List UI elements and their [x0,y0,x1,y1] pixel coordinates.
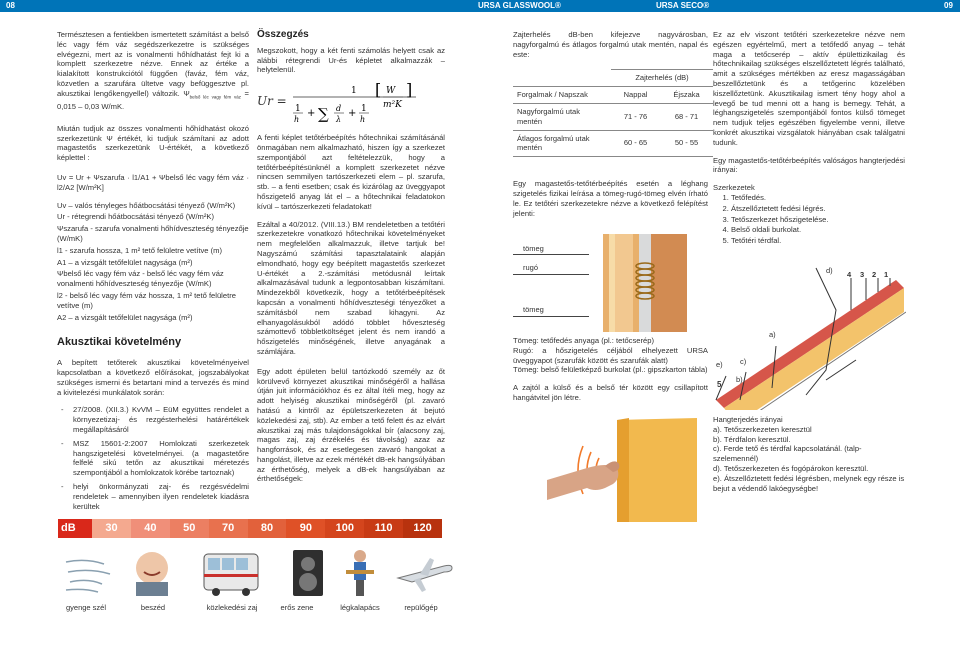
list-item: 3. Tetőszerkezet hőszigetelése. [731,215,905,225]
section-heading: Összegzés [257,29,309,40]
direction-item: e). Átszellőztetett fedési légrésben, melynek egy része is bejut a védendő lakóegységbe! [713,473,905,493]
paragraph: Ezáltal a 40/2012. (VIII.13.) BM rendeletetben a tetőtéri szerkezetekre vonatkozó hőtechnikai követelményeket nem megfelelően alkalmazzuk, illetve tartjuk be! Nagyszámú számítási tapasztalataink alapján elmondható, hogy egy beépített magastetős szerkezet U-értékét a 2.-számítási metódusnál leírtak alkalmazásával tudunk a legpontosabban kiszámítani. Mindezekből következik, hogy a tetőtérbeépítések kapcsán a vonalmenti hőhídveszteségi tényezőket a számításból nem szabad kihagyni. Az elhanyagolásukból adódó többlet hőveszteség számottevő többletköltséget jelent és nem irandó a hőszigetelés minőségének, illetve anyagának a számlájára. [257,219,445,356]
paragraph: Egy magastetős-tetőtérbeépítés valóságos hangterjedési irányai: [713,155,905,175]
source-label: beszéd [140,603,166,612]
figure-label-1: 1 [884,270,889,279]
svg-text:[: [ [375,83,382,100]
db-cell: 50 [170,519,209,538]
spring-wall-illustration-icon [589,232,709,334]
parts-heading: Szerkezetek [713,183,755,193]
db-label: dB [58,519,92,538]
source-label: közlekedési zaj [206,603,258,612]
table-row: Forgalmak / Napszak Nappal Éjszaka [513,87,713,104]
label-tomeg: tömeg [523,305,544,314]
db-cell: 120 [403,519,442,538]
column-1 [57,30,249,515]
db-cell: 80 [248,519,287,538]
svg-text:1: 1 [295,104,301,115]
definition: A1 – a vizsgált tetőfelület nagysága (m²) [57,257,193,267]
svg-text:]: ] [406,83,413,100]
svg-text:h: h [294,115,300,125]
u-value-formula-icon [291,83,441,125]
formula-block [257,83,445,125]
paragraph: Zajterhelés dB-ben kifejezve nagyvárosban, nagyforgalmú és átlagos forgalmú utak mentén, napal és este: [513,30,708,59]
list-item: 5. Tetőtéri térdfal. [731,236,905,246]
svg-text:m²K: m²K [383,100,402,111]
figure-label-a: a) [769,330,776,339]
definition: l2 - belső léc vagy fém váz hossza, 1 m² tető felületre vetítve (m) [57,291,236,310]
paragraph: Tömeg: tetőfedés anyaga (pl.: tetőcserép) Rugó: a hőszigetelés céljából elhelyezett URSA üveggyapot (szarufák között és szarufák alatt) Tömeg: belső felületképző burkolat (pl.: gipszkarton tábla) [513,336,708,375]
definition: Ur - rétegrendi hőátbocsátási tényező (W/m²K) [57,212,214,222]
db-cell: 70 [209,519,248,538]
airplane-icon [394,548,454,600]
source-label: erős zene [280,603,314,612]
svg-text:λ: λ [336,115,342,125]
column-4 [713,30,905,247]
regulation-list [57,405,249,511]
table-header: Zajterhelés (dB) [611,70,713,87]
figure-label-3: 3 [860,270,865,279]
direction-item: b). Térdfalon keresztül. [713,434,791,444]
list-item: - MSZ 15601-2:2007 Homlokzati szerkezetek hangszigetelési követelményei. (a magastetőre felfelé sikú tetőn az akusztikai méretezés szempontjából a homlokzatok körébe tartoznak) [73,439,249,478]
list-item: - 27/2008. (XII.3.) KvVM – EüM együttes rendelet a környezetizaj- és rezgésterhelési határértékek megállapításáról [73,405,249,434]
figure-label-d: d) [826,266,833,275]
svg-text:h: h [360,115,366,125]
formula: Uv = Ur + Ψszarufa · l1/A1 + Ψbelső léc vagy fém váz · l2/A2 [W/m²K] [57,173,249,192]
direction-item: a). Tetőszerkezeten keresztül [713,424,812,434]
definition: A2 – a vizsgált tetőfelület nagysága (m²) [57,312,193,322]
figure-label-4: 4 [847,270,852,279]
svg-text:+: + [348,108,357,120]
list-item: 1. Tetőfedés. [731,193,905,203]
direction-item: d). Tetőszerkezeten és fogópárokon keresztül. [713,463,869,473]
paragraph: Egy magastetős-tetőtérbeépítés esetén a léghang szigetelés fizikai leírása a tömeg-rugó-tömeg elvén írható le. Ez tetőtéri szerkezetekre nézve a következő felépítést jelenti: [513,179,708,218]
svg-text:1: 1 [351,86,357,97]
db-cell: 30 [92,519,131,538]
noise-table [513,69,713,157]
header-bar [0,0,960,12]
formula-label: Ur = [257,94,287,109]
figure-label-c: c) [740,357,747,366]
decibel-scale-bar [58,519,442,538]
speaker-icon [283,548,333,598]
divider [513,254,589,255]
paragraph: Természtesen a fentiekben ismertetett számítást a belső léc vagy fém váz segédszerkezetre is szükséges elvégezni, mert az is vonalmenti hőhídhatást fejt ki a komplett szerkezetre nézve. Ennek az értéke a kialakított konstrukciótól függően (faváz, fém váz, közvetlen a szarufára ültetve vagy befüggesztve pl. akusztikai lengőkengyellel) változik. $\Psi_{belső léc vagy fém váz} = 0,015 - 0,03$ W/mK. [57,30,249,112]
db-cell: 110 [364,519,403,538]
paragraph: Miután tudjuk az összes vonalmenti hőhídhatást okozó szerkezetünk Ψ értékét, ki tudjuk számítani az adott magastetős szerkezetünk U-értékét, a következő képlettel : [57,123,249,163]
paragraph: Ez az elv viszont tetőtéri szerkezetekre nézve nem egészen egyértelmű, mert a tetőfedő anyag – tehát maga a tetőcserép – aktív épülettizikailag és hőtechnikailag szükséges elszellőztetett légrés található, amit a szükséges mértékben az eresz magasságában beszellőztetünk és a tetőgerinc közelében kiszellőztetünk. Akusztikailag ismert tény hogy ahol a levegő be tud menni ott a hang is bemegy. Tehát, a léghangszigetelés szempontjából fontos külső tömeget nem tudjuk teljes egészében figyelembe venni, illetve konkrét akusztikai vizsgálatok hiányában csak találgatni tudunk. [713,30,905,147]
svg-text:d: d [336,104,342,114]
list-item: 4. Belső oldali burkolat. [731,225,905,235]
svg-text:+: + [307,108,316,120]
hand-knocking-wall-illustration-icon [547,418,717,523]
brand-seco: URSA SECO® [656,1,710,10]
section-heading: Akusztikai követelmény [57,336,182,349]
direction-item: c). Ferde tető és térdfal kapcsolatánál. (talp-szelemennél) [713,444,862,464]
parts-list [713,193,905,246]
figure-label-b: b) [736,375,743,384]
paragraph: A bepített tetőterek akusztikai követelményeivel kapcsolatban a következő előírásokat, jogszabályokat szükséges ismerni és betartani mind a tervezés és mind a kivitelezési munkálatok során: [57,358,249,397]
table-row: Átlagos forgalmú utak mentén 60 - 65 50 - 55 [513,130,713,157]
bus-icon [200,548,260,598]
paragraph: A zajtól a külső és a belső tér között egy csillapított hangátvitel jön létre. [513,383,708,402]
definitions [57,201,249,323]
paragraph: Megszokott, hogy a két fenti számolás helyett csak az alábbi rétegrendi Ur-és képletet alkalmazzák – helytelenül. [257,45,445,75]
brand-glasswool: URSA GLASSWOOL® [478,1,561,10]
db-cell: 100 [325,519,364,538]
figure-label-e: e) [716,360,723,369]
column-3 [513,30,708,226]
jackhammer-icon [336,548,386,600]
source-label: repülőgép [404,603,438,612]
speaking-face-icon [130,548,180,598]
db-cell: 90 [286,519,325,538]
list-item: - helyi önkormányzati zaj- és rezgésvédelmi rendeletek – amennyiben ilyen rendeletek kiadásra kerültek [73,482,249,511]
svg-text:∑: ∑ [318,105,329,124]
table-row: Nagyforgalmú utak mentén 71 - 76 68 - 71 [513,103,713,130]
column-3-lower [513,336,708,411]
directions-heading: Hangterjedés irányai [713,415,783,424]
page-number-right: 09 [944,1,953,10]
db-cell: 40 [131,519,170,538]
paragraph: Egy adott épületen belül tartózkodó személy az őt körülvevő környezet akusztikai minőségéről a hallása útján juit információkhoz és ez által ítéli meg, hogy az adott helyiség akusztikai minőségéről (pl. zavaró hatású a kintről az épületszerkezeten át bejutó közlekedési zaj, stb). Az ember a tető felett és az elvárt akusztikai zaj más tulajdonságokkal bír (alacsony zaj, magas zaj, zaj érzékelés és távolság) azaz az hangforrások, és az esetlegesen zavaró hangokat a hangolást, illetve az ezek mértékét dB-ek hangsúlyában az érthetőség, melyek a dB-ek hangsúlyában az érthetőségek: [257,366,445,484]
source-label: gyenge szél [65,603,107,612]
column-2 [257,30,445,492]
label-tomeg: tömeg [523,244,544,253]
column-4-lower [713,415,905,493]
paragraph: A fenti képlet tetőtérbeépítés hőtechnikai számításánál önmagában nem alkalmazható, hiszen így a szerkezet szempontjából azt feltételezzük, hogy a tetőtérbeépítésünknél a komplett szerkezetet nézve nincsen semmilyen tartószerkezeti elem – pl. szarufa, stb. – a fenti esetben; csak és kizárólag az üveggyapot hőszigetelő anyag lát el – a hőtechnikai feladatokon kívül – tartószerkezeti feladatokat! [257,133,445,211]
definition: Ψszarufa - szarufa vonalmenti hőhídveszteség tényezője (W/mK) [57,224,249,244]
divider [513,274,589,275]
figure-label-2: 2 [872,270,877,279]
page-number-left: 08 [6,1,15,10]
mass-spring-diagram [513,232,708,334]
definition: Ψbelső léc vagy fém váz - belső léc vagy fém váz vonalmenti hőhídveszteség tényezője (W/mK) [57,269,224,289]
source-label: légkalapács [340,603,380,612]
definition: l1 - szarufa hossza, 1 m² tető felületre vetítve (m) [57,245,223,255]
svg-text:1: 1 [361,104,367,115]
svg-text:W: W [386,86,396,97]
wind-icon [64,548,114,598]
label-rugo: rugó [523,263,539,272]
definition: Uv – valós tényleges hőátbocsátási tényező (W/m²K) [57,200,236,210]
divider [513,316,589,317]
figure-label-5: 5 [717,380,722,389]
list-item: 2. Átszellőztetett fedési légrés. [731,204,905,214]
